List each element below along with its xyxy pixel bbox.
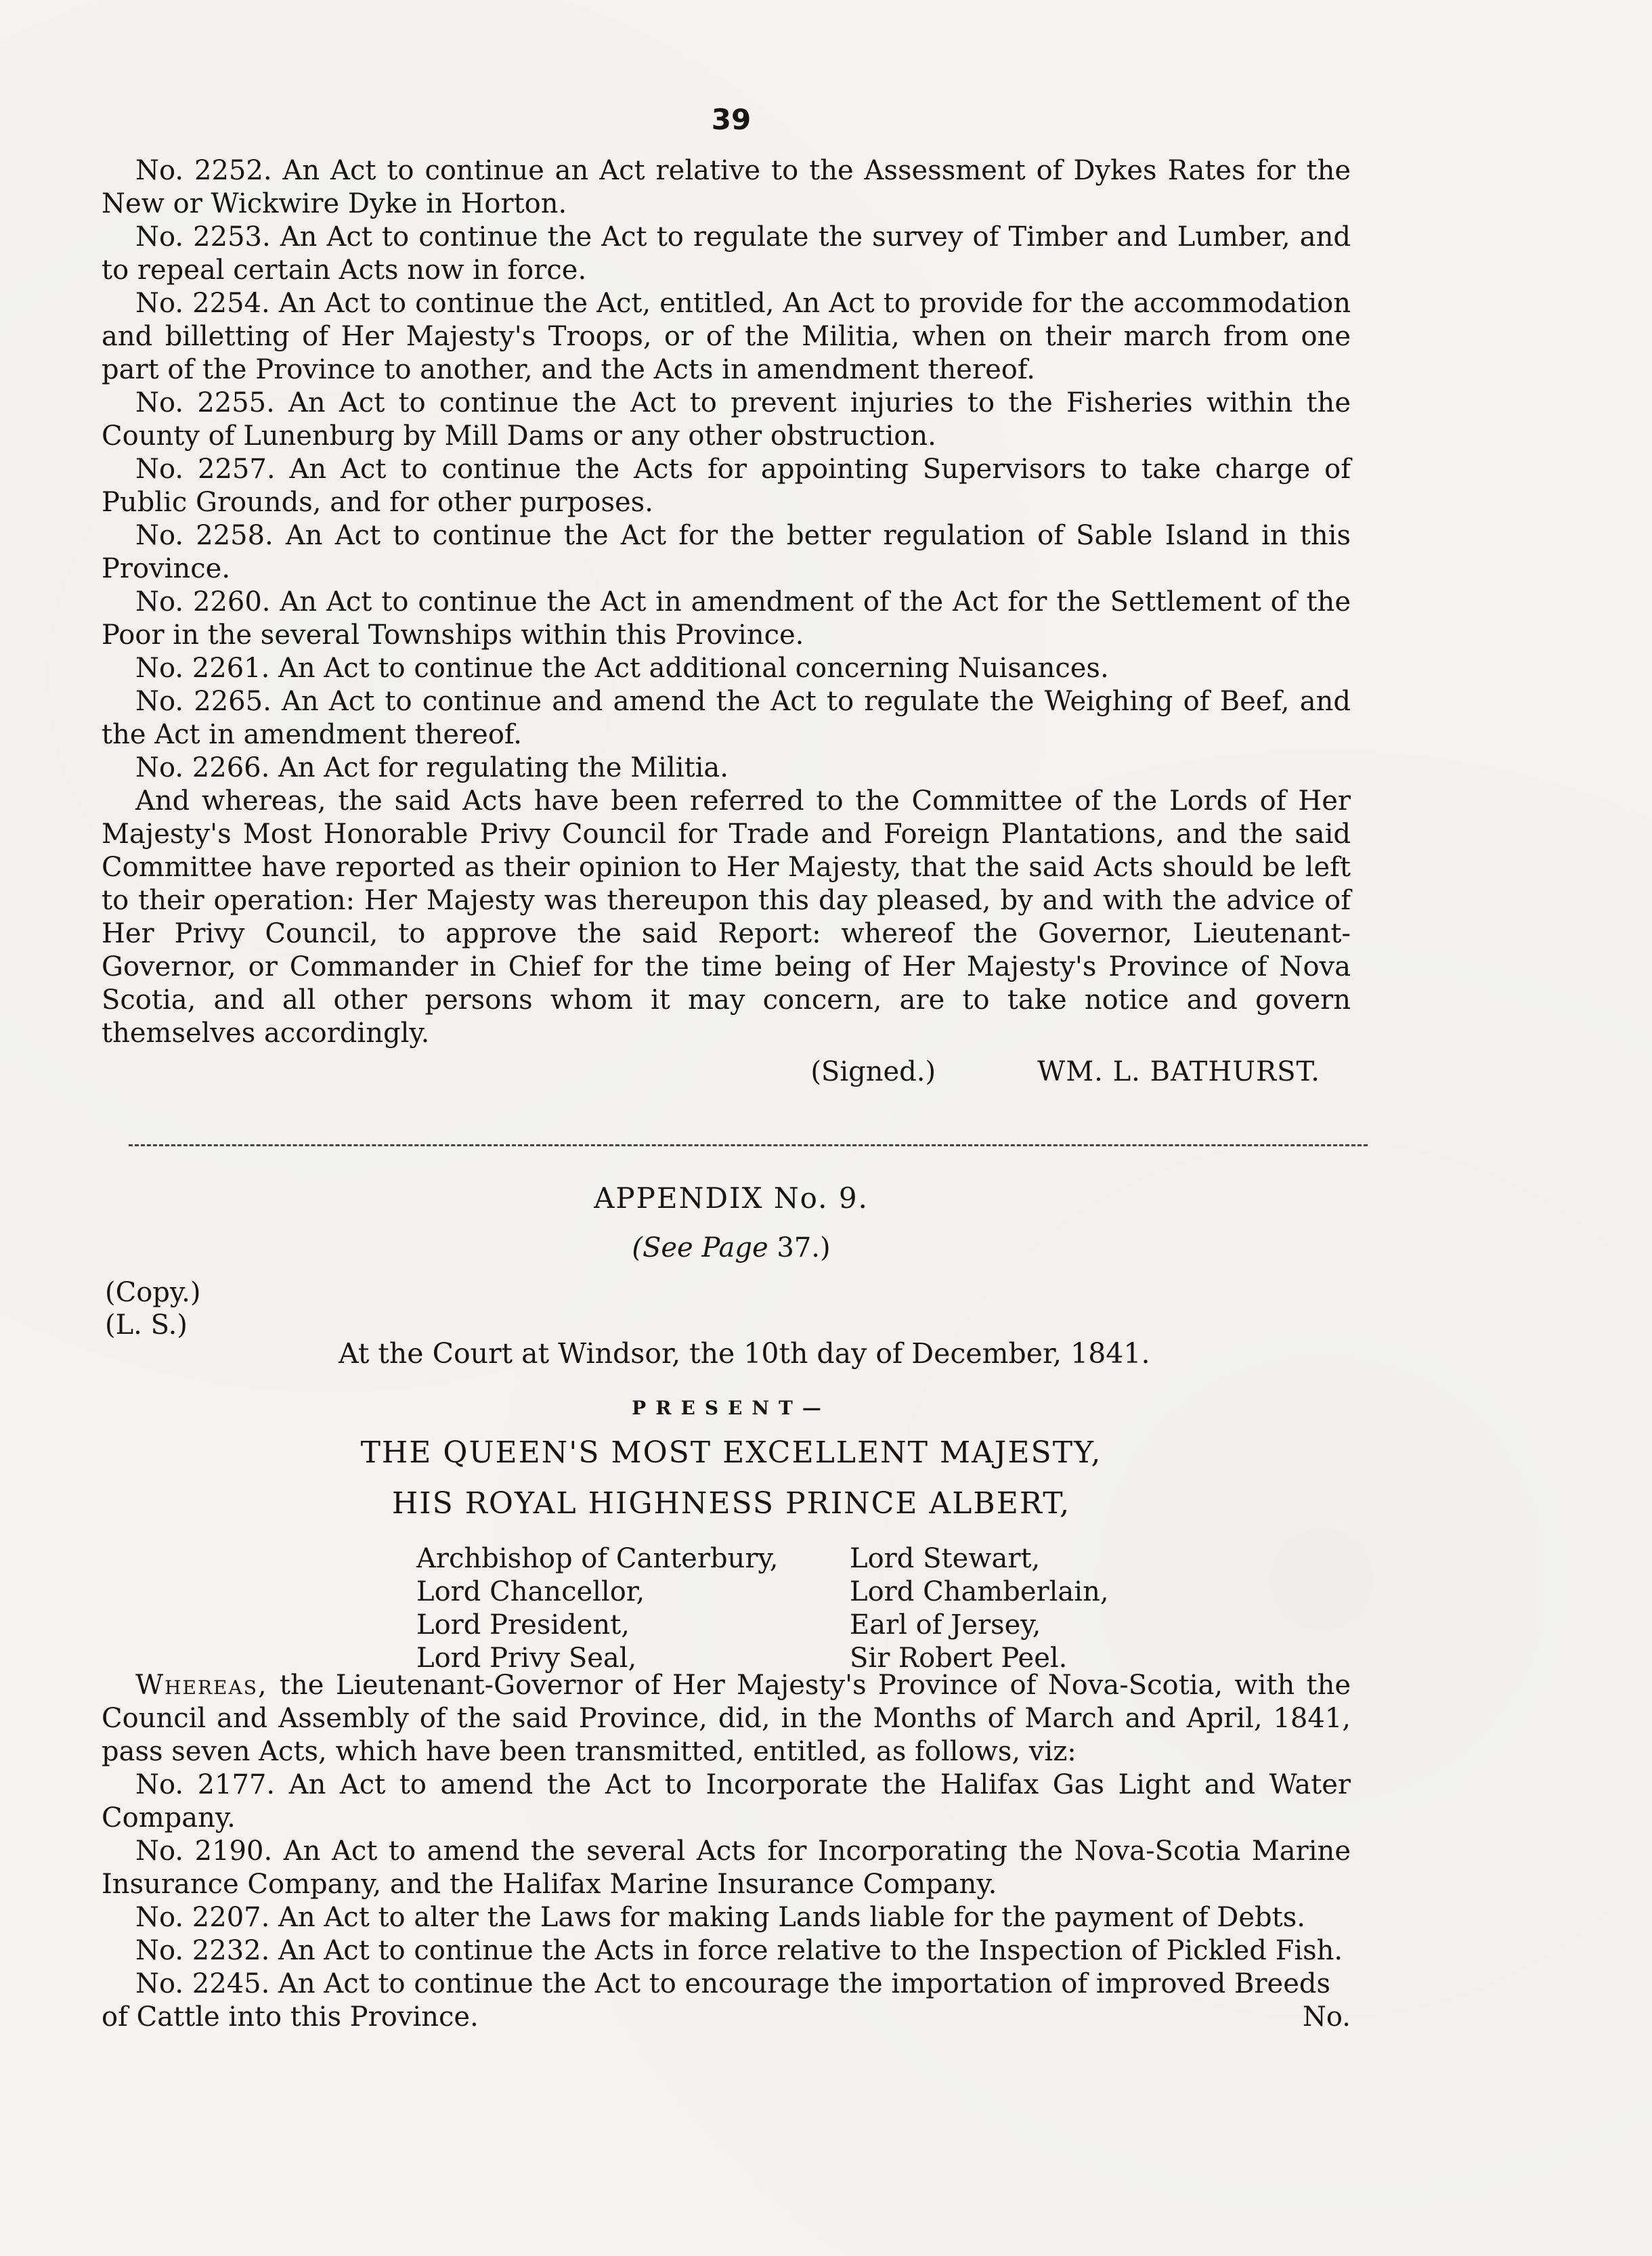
act-paragraph: No. 2207. An Act to alter the Laws for making Lands liable for the payment of Debts.	[135, 1902, 1305, 1933]
final-paragraph-end: of Cattle into this Province.	[102, 2001, 479, 2033]
act-paragraph: No. 2258. An Act to continue the Act for the better regulation of Sable Island in this Province.	[102, 520, 1351, 584]
signature-label: (Signed.)	[810, 1056, 936, 1087]
attendee: Archbishop of Canterbury,	[416, 1543, 779, 1574]
act-paragraph-final: No. 2245. An Act to continue the Act to encourage the importation of improved Breeds	[135, 1968, 1330, 1999]
attendee: Sir Robert Peel.	[850, 1643, 1068, 1674]
act-paragraph: No. 2253. An Act to continue the Act to regulate the survey of Timber and Lumber, and to repeal certain Acts now in force.	[102, 221, 1351, 286]
attendee: Lord Privy Seal,	[416, 1643, 637, 1674]
copy-mark: (Copy.)	[105, 1277, 201, 1308]
final-line	[102, 2001, 1351, 2034]
whereas-paragraph	[102, 1669, 1351, 1769]
copy-seal-marks	[105, 1276, 201, 1341]
attendees-list	[416, 1542, 1134, 1675]
queen-line: THE QUEEN'S MOST EXCELLENT MAJESTY,	[360, 1435, 1102, 1470]
see-page-prefix: (See Page	[632, 1232, 768, 1263]
see-page-number: 37.)	[777, 1232, 831, 1263]
attendee: Lord Chancellor,	[416, 1576, 645, 1607]
seal-mark: (L. S.)	[105, 1309, 188, 1341]
appendix-body	[102, 1669, 1351, 2034]
present-heading: PRESENT—	[632, 1397, 831, 1419]
catchword: No.	[1302, 2001, 1351, 2033]
acts-list-continued	[102, 154, 1351, 1089]
act-paragraph: No. 2255. An Act to continue the Act to prevent injuries to the Fisheries within the County of Lunenburg by Mill Dams or any other obstruction.	[102, 387, 1351, 452]
attendee: Lord President,	[416, 1609, 630, 1641]
order-paragraph: And whereas, the said Acts have been referred to the Committee of the Lords of Her Majesty's Most Honorable Privy Council for Trade and Foreign Plantations, and the said Committee have reported as their opinion to Her Majesty, that the said Acts should be left to their operation: Her Majesty was thereupon this day pleased, by and with the advice of Her Privy Council, to approve the said Report: whereof the Governor, Lieutenant-Governor, or Commander in Chief for the time being of Her Majesty's Province of Nova Scotia, and all other persons whom it may concern, are to take notice and govern themselves accordingly.	[102, 785, 1351, 1049]
appendix-title: APPENDIX No. 9.	[594, 1181, 869, 1215]
act-paragraph: No. 2254. An Act to continue the Act, entitled, An Act to provide for the accommodation and billetting of Her Majesty's Troops, or of the Militia, when on their march from one part of the Province to another, and the Acts in amendment thereof.	[102, 288, 1351, 385]
whereas-lead: Whereas,	[135, 1670, 268, 1701]
act-paragraph: No. 2266. An Act for regulating the Militia.	[135, 752, 729, 783]
prince-albert-line: HIS ROYAL HIGHNESS PRINCE ALBERT,	[391, 1486, 1071, 1521]
act-paragraph: No. 2265. An Act to continue and amend the Act to regulate the Weighing of Beef, and the Act in amendment thereof.	[102, 686, 1351, 750]
attendee: Earl of Jersey,	[850, 1609, 1041, 1641]
signatory-name: WM. L. BATHURST.	[1037, 1056, 1320, 1087]
act-paragraph: No. 2257. An Act to continue the Acts for appointing Supervisors to take charge of Public Grounds, and for other purposes.	[102, 454, 1351, 518]
act-paragraph: No. 2232. An Act to continue the Acts in force relative to the Inspection of Pickled Fish.	[135, 1935, 1343, 1966]
act-paragraph: No. 2252. An Act to continue an Act relative to the Assessment of Dykes Rates for the New or Wickwire Dyke in Horton.	[102, 155, 1351, 219]
act-paragraph: No. 2190. An Act to amend the several Acts for Incorporating the Nova-Scotia Marine Insurance Company, and the Halifax Marine Insurance Company.	[102, 1836, 1351, 1900]
act-paragraph: No. 2260. An Act to continue the Act in amendment of the Act for the Settlement of the Poor in the several Townships within this Province.	[102, 586, 1351, 651]
court-heading: At the Court at Windsor, the 10th day of December, 1841.	[339, 1337, 1150, 1370]
page-number: 39	[711, 103, 752, 136]
act-paragraph: No. 2177. An Act to amend the Act to Incorporate the Halifax Gas Light and Water Company.	[102, 1769, 1351, 1834]
act-paragraph: No. 2261. An Act to continue the Act additional concerning Nuisances.	[135, 653, 1109, 684]
attendee: Lord Stewart,	[850, 1543, 1041, 1574]
signature-line	[102, 1056, 1351, 1089]
section-divider	[129, 1144, 1368, 1146]
whereas-text: the Lieutenant-Governor of Her Majesty's Province of Nova-Scotia, with the Council and Assembly of the said Province, did, in the Months of March and April, 1841, pass seven Acts, which have been transmitted, entitled, as follows, viz:	[102, 1670, 1351, 1767]
attendee: Lord Chamberlain,	[850, 1576, 1109, 1607]
see-page-reference	[0, 1232, 1462, 1263]
